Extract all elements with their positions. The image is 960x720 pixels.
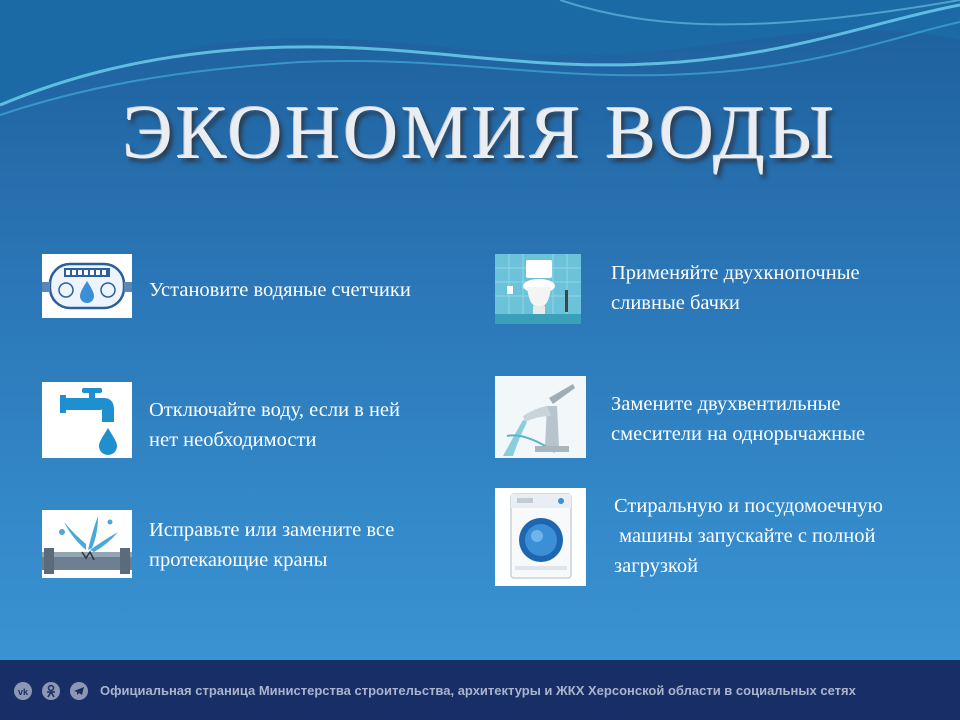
tip-install-meters — [149, 275, 411, 305]
footer-caption: Официальная страница Министерства строительства, архитектуры и ЖКХ Херсонской области в социальных сетях — [100, 683, 856, 698]
tip-text-line: протекающие краны — [149, 549, 328, 571]
tip-text-line: Стиральную и посудомоечную — [614, 495, 883, 517]
slide-title: ЭКОНОМИЯ ВОДЫ — [122, 91, 838, 175]
tip-replace-mixers — [611, 389, 865, 449]
tip-text-line: Исправьте или замените все — [149, 519, 395, 541]
tip-text-line: Установите водяные счетчики — [149, 279, 411, 301]
vk-icon[interactable] — [14, 682, 32, 700]
faucet-drop-icon — [42, 382, 132, 458]
tip-text-line: нет необходимости — [149, 429, 317, 451]
tip-text-line: машины запускайте с полной — [614, 525, 876, 547]
washing-machine-icon — [495, 488, 586, 586]
tip-fix-leaks — [149, 515, 394, 575]
tip-text-line: смесители на однорычажные — [611, 423, 866, 445]
tip-text-line: Применяйте двухкнопочные — [611, 262, 860, 284]
single-lever-mixer-icon — [495, 376, 586, 458]
leaking-pipe-icon — [42, 510, 132, 578]
tip-text-line: Замените двухвентильные — [611, 393, 841, 415]
telegram-icon[interactable] — [70, 682, 88, 700]
odnoklassniki-icon[interactable] — [42, 682, 60, 700]
tip-turn-off-water — [149, 395, 400, 455]
tip-dual-flush — [611, 258, 860, 318]
tip-text-line: Отключайте воду, если в ней — [149, 399, 401, 421]
tip-full-load — [614, 491, 883, 581]
tip-text-line: загрузкой — [614, 555, 699, 577]
dual-flush-toilet-icon — [495, 254, 581, 324]
tip-text-line: сливные бачки — [611, 292, 740, 314]
svg-text:vk: vk — [17, 687, 29, 697]
water-meter-icon — [42, 254, 132, 318]
